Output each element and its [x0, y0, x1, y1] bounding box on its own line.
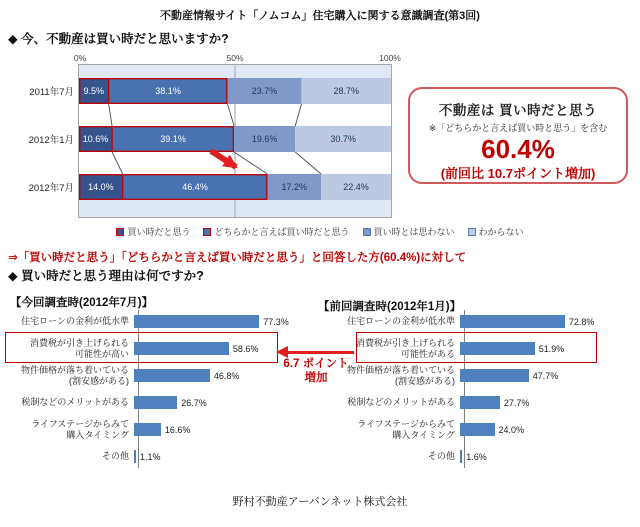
stacked-chart-legend	[40, 225, 600, 238]
callout-title: 不動産は 買い時だと思う	[438, 103, 598, 118]
stacked-chart-svg	[79, 65, 391, 217]
category-label: 物件価格が落ち着いている (割安感がある)	[346, 365, 455, 386]
segment-value-label: 22.4%	[343, 182, 369, 192]
category-label: ライフステージからみて 購入タイミング	[31, 419, 129, 440]
category-label: 物件価格が落ち着いている (割安感がある)	[20, 365, 129, 386]
value-bar	[460, 423, 495, 436]
category-label: ライフステージからみて 購入タイミング	[357, 419, 455, 440]
chart-row	[8, 389, 310, 416]
previous-survey-chart-title: 【前回調査時(2012年1月)】	[318, 301, 462, 313]
value-label: 77.3%	[263, 316, 289, 327]
segment-value-label: 14.0%	[88, 182, 114, 192]
axis-tick-50: 50%	[226, 53, 244, 63]
increase-annotation-line1: 6.7 ポイント	[283, 358, 349, 370]
segment-value-label: 19.6%	[251, 134, 278, 144]
value-label: 46.8%	[213, 370, 240, 381]
question2-heading: ◆ 買い時だと思う理由は何ですか?	[8, 269, 204, 283]
value-label: 58.6%	[232, 343, 259, 354]
highlight-box-current	[5, 332, 278, 363]
legend-swatch-icon	[468, 228, 476, 236]
category-label: 住宅ローンの金利が低水準	[347, 316, 455, 327]
legend-item	[116, 225, 190, 238]
value-bar	[134, 450, 136, 463]
segment-value-label: 38.1%	[155, 86, 181, 96]
chart-row	[8, 416, 310, 443]
section2-lead-text: ⇒「買い時だと思う」「どちらかと言えば買い時だと思う」と回答した方(60.4%)に対して	[8, 252, 467, 264]
category-label: 税制などのメリットがある	[347, 397, 455, 408]
connector-line	[112, 152, 123, 174]
bar-track	[134, 315, 289, 328]
result-callout-box	[408, 87, 628, 184]
segment-value-label: 10.6%	[82, 134, 109, 144]
stacked-category-label: 2012年7月	[28, 183, 74, 194]
value-bar	[134, 396, 177, 409]
chart-row	[320, 362, 636, 389]
segment-value-label: 28.7%	[333, 86, 359, 96]
bar-track	[460, 396, 529, 409]
segment-value-label: 17.2%	[281, 182, 308, 192]
value-bar	[460, 396, 500, 409]
legend-label: 買い時だと思う	[127, 227, 191, 237]
segment-value-label: 9.5%	[83, 86, 105, 96]
value-label: 27.7%	[503, 397, 530, 408]
legend-label: どちらかと言えば買い時だと思う	[214, 227, 350, 237]
connector-line	[234, 152, 267, 174]
increase-annotation	[270, 358, 362, 386]
value-bar	[134, 315, 259, 328]
chart-row	[320, 443, 636, 470]
category-label: 消費税が引き上げられる 可能性が高い	[29, 338, 129, 359]
increase-arrow-line	[287, 351, 354, 354]
value-label: 1.6%	[466, 451, 487, 462]
chart-row	[8, 308, 310, 335]
legend-label: 買い時とは思わない	[373, 227, 455, 237]
connector-line	[109, 104, 112, 126]
category-label: 消費税が引き上げられる 可能性がある	[355, 338, 455, 359]
value-label: 24.0%	[498, 424, 525, 435]
category-label: その他	[427, 451, 455, 462]
stacked-bar-chart	[78, 64, 392, 218]
document-title: 不動産情報サイト「ノムコム」住宅購入に関する意識調査(第3回)	[160, 10, 480, 22]
company-footer: 野村不動産アーバンネット株式会社	[232, 496, 408, 508]
value-bar	[134, 423, 161, 436]
chart-row	[320, 308, 636, 335]
stacked-category-label: 2011年7月	[29, 87, 74, 98]
value-bar	[134, 369, 210, 382]
bar-track	[460, 423, 524, 436]
segment-value-label: 30.7%	[330, 134, 356, 144]
current-survey-chart-title: 【今回調査時(2012年7月)】	[10, 297, 154, 309]
bar-track	[134, 450, 161, 463]
bar-track	[460, 450, 487, 463]
legend-swatch-icon	[363, 228, 371, 236]
highlight-box-previous	[356, 332, 597, 363]
segment-value-label: 46.4%	[182, 182, 208, 192]
value-label: 26.7%	[181, 397, 207, 408]
value-bar	[460, 369, 529, 382]
value-label: 51.9%	[538, 343, 565, 354]
axis-tick-100: 100%	[379, 53, 401, 63]
chart-row	[8, 362, 310, 389]
category-label: 税制などのメリットがある	[21, 397, 129, 408]
chart-row	[8, 443, 310, 470]
callout-note: ※「どちらかと言えば買い時と思う」を含む	[428, 123, 608, 133]
connector-line	[228, 104, 235, 126]
value-bar	[460, 315, 565, 328]
chart-row	[320, 416, 636, 443]
legend-swatch-icon	[116, 228, 124, 236]
category-label: 住宅ローンの金利が低水準	[21, 316, 129, 327]
legend-item	[468, 225, 524, 238]
previous-survey-bar-chart	[320, 308, 636, 472]
value-label: 47.7%	[532, 370, 559, 381]
value-bar	[460, 450, 462, 463]
category-label: その他	[101, 451, 129, 462]
bar-track	[134, 423, 190, 436]
segment-value-label: 23.7%	[251, 86, 278, 96]
legend-item	[203, 225, 349, 238]
callout-delta: (前回比 10.7ポイント増加)	[440, 166, 596, 182]
bar-track	[134, 396, 207, 409]
bar-track	[460, 315, 594, 328]
axis-tick-0: 0%	[73, 53, 87, 63]
current-survey-bar-chart	[8, 308, 310, 472]
increase-annotation-line2: 増加	[304, 371, 328, 384]
callout-value: 60.4%	[481, 134, 555, 164]
legend-item	[363, 225, 455, 238]
question1-heading: ◆ 今、不動産は買い時だと思いますか?	[8, 32, 229, 46]
legend-label: わからない	[478, 227, 524, 237]
value-label: 72.8%	[568, 316, 595, 327]
increase-trend-arrow-icon	[211, 151, 236, 167]
value-label: 1.1%	[140, 451, 161, 462]
chart-row	[320, 389, 636, 416]
stacked-category-label: 2012年1月	[28, 135, 74, 146]
connector-line	[295, 152, 321, 174]
segment-value-label: 39.1%	[160, 134, 186, 144]
value-label: 16.6%	[164, 424, 191, 435]
connector-line	[295, 104, 301, 126]
bar-track	[460, 369, 558, 382]
bar-track	[134, 369, 239, 382]
legend-swatch-icon	[203, 228, 211, 236]
